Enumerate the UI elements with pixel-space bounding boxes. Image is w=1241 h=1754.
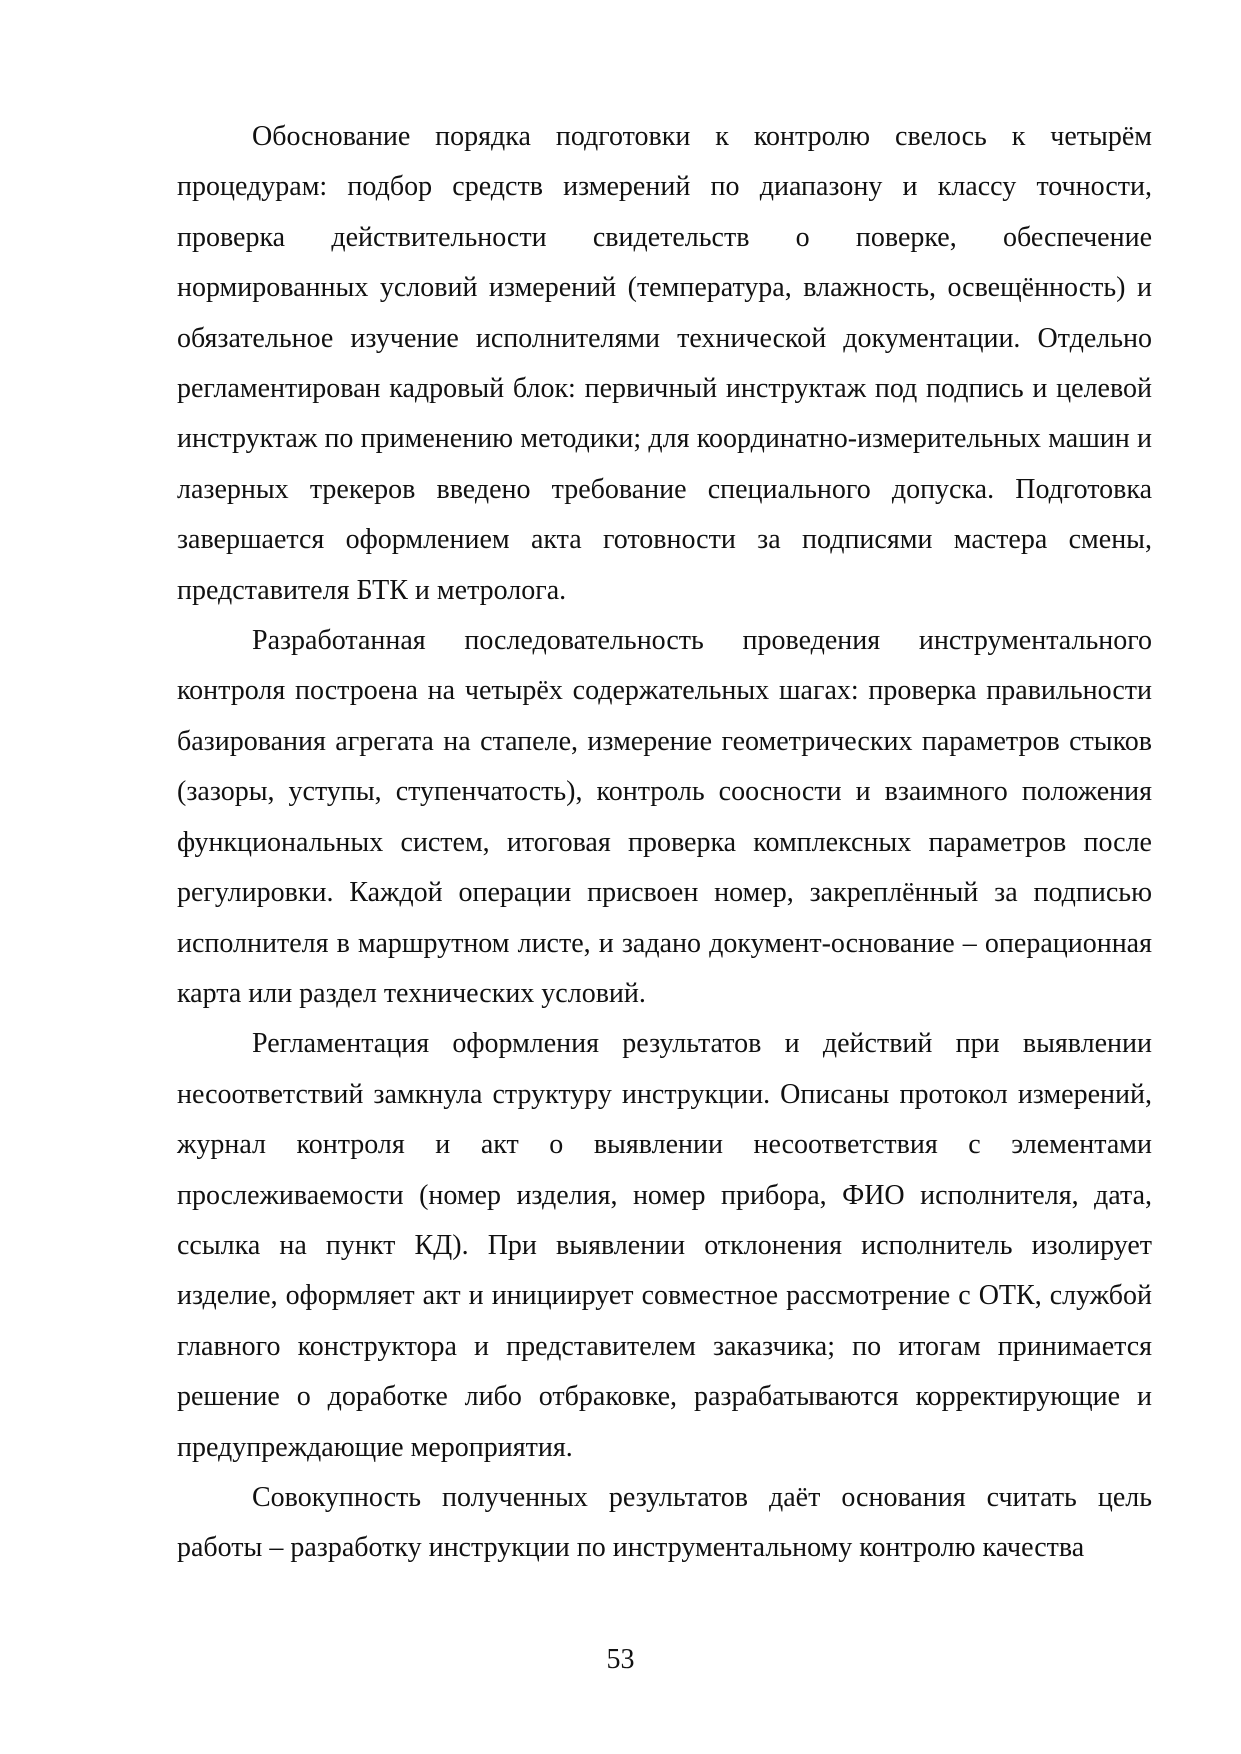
body-text bbox=[177, 112, 1152, 1574]
paragraph-results-documentation: Регламентация оформления результатов и действий при выявлении несоответствий замкнула структуру инструкции. Описаны протокол измерений, журнал контроля и акт о выявлении несоответствия с элементами прослеживаемости (номер изделия, номер прибора, ФИО исполнителя, дата, ссылка на пункт КД). При выявлении отклонения исполнитель изолирует изделие, оформляет акт и инициирует совместное рассмотрение с ОТК, службой главного конструктора и представителем заказчика; по итогам принимается решение о доработке либо отбраковке, разрабатываются корректирующие и предупреждающие мероприятия. bbox=[177, 1028, 1152, 1463]
paragraph-control-sequence: Разработанная последовательность проведения инструментального контроля построена на четырёх содержательных шагах: проверка правильности базирования агрегата на стапеле, измерение геометрических параметров стыков (зазоры, уступы, ступенчатость), контроль соосности и взаимного положения функциональных систем, итоговая проверка комплексных параметров после регулировки. Каждой операции присвоен номер, закреплённый за подписью исполнителя в маршрутном листе, и задано документ-основание – операционная карта или раздел технических условий. bbox=[177, 625, 1152, 1009]
paragraph-conclusion: Совокупность полученных результатов даёт основания считать цель работы – разработку инструкции по инструментальному контролю качества bbox=[177, 1481, 1152, 1564]
paragraph-preparation-procedures: Обоснование порядка подготовки к контролю свелось к четырём процедурам: подбор средств измерений по диапазону и классу точности, проверка действительности свидетельств о поверке, обеспечение нормированных условий измерений (температура, влажность, освещённость) и обязательное изучение исполнителями технической документации. Отдельно регламентирован кадровый блок: первичный инструктаж под подпись и целевой инструктаж по применению методики; для координатно-измерительных машин и лазерных трекеров введено требование специального допуска. Подготовка завершается оформлением акта готовности за подписями мастера смены, представителя БТК и метролога. bbox=[177, 121, 1152, 606]
page-number: 53 bbox=[606, 1644, 635, 1675]
